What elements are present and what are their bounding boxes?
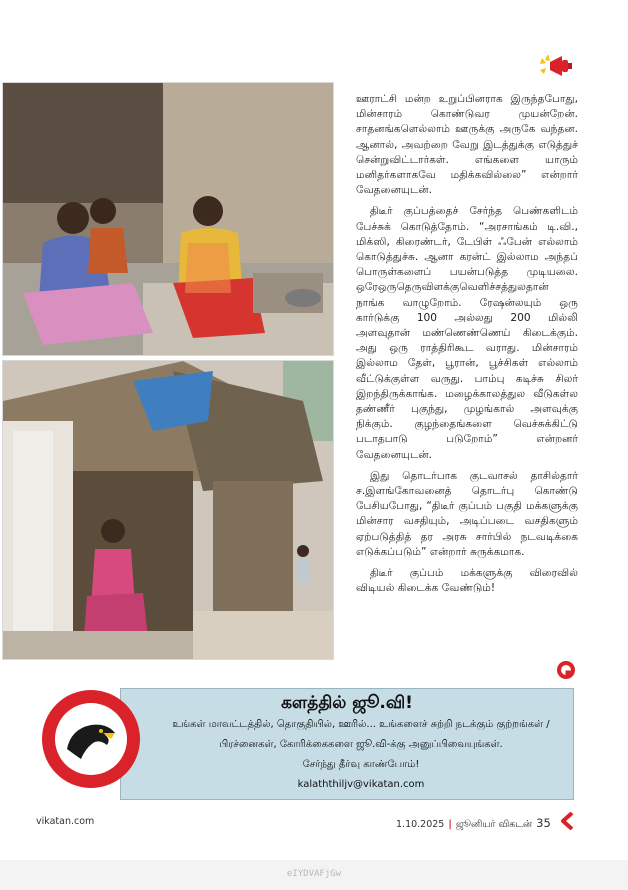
promo-line: பிரச்னைகள், கோரிக்கைகளை ஜூ.வி-க்கு அனுப்பிவையுங்கள். [219, 739, 503, 750]
scan-code: eIYDVAFjGw [286, 869, 342, 879]
promo-title: களத்தில் ஜூ.வி! [281, 693, 413, 713]
article-paragraph: இது தொடர்பாக குடவாசல் தாசில்தார் ச.இளங்கோவனைத் தொடர்பு கொண்டு பேசியபோது, “திடீர் குப்பம் பகுதி மக்களுக்கு மின்சார வசதியும், அடிப்படை வசதிகளும் ஏற்படுத்தித் தர அரசு சார்பில் நடவடிக்கை எடுக்கப்படும்” என்றார் சுருக்கமாக. [356, 469, 578, 558]
footer-info [396, 816, 551, 831]
page-number: 35 [536, 816, 551, 830]
footer-site: vikatan.com [36, 816, 95, 827]
promo-box [120, 688, 574, 800]
photo-women-seated [2, 82, 334, 356]
article-text [356, 92, 578, 603]
megaphone-icon [536, 52, 576, 80]
chevron-left-icon [560, 812, 574, 830]
end-of-article-icon [557, 661, 575, 679]
article-paragraph: திடீர் குப்பத்தைச் சேர்ந்த பெண்களிடம் பேச்சுக் கொடுத்தோம். “அரசாங்கம் டி.வி., மிக்ஸி, கிரைண்டர், டேபிள் ஃபேன் எல்லாம் கொடுத்துச்சு. ஆனா கரன்ட் இல்லாம அந்தப் பொருள்களைப் பயன்படுத்த முடியலை. ஒரேஒருதெருவிளக்குவெளிச்சத்துலதான் நாங்க வாழுறோம். ரேஷன்லயும் ஒரு கார்டுக்கு 100 அல்லது 200 மில்லி அளவுதான் மண்ணெண்ணெய் கிடைக்கும். அது ஒரு ராத்திரிகூட வராது. மின்சாரம் இல்லாம தேள், பூரான், பூச்சிகள் எல்லாம் வீட்டுக்குள்ள வருது. பாம்பு கடிச்சு சிலர் இறந்திருக்காங்க. மழைக்காலத்துல வீடுகள்ல தண்ணீர் புகுந்து, முழங்கால் அளவுக்கு நிக்கும். குழந்தைங்களை வெச்சுக்கிட்டு படாதபாடு படுறோம்” என்றனர் வேதனையுடன். [356, 205, 578, 461]
kalathil-jv-logo [41, 689, 141, 789]
article-paragraph: திடீர் குப்பம் மக்களுக்கு விரைவில் விடியல் கிடைக்க வேண்டும்! [356, 567, 578, 595]
footer-separator: | [448, 819, 452, 830]
promo-line: உங்கள் மாவட்டத்தில், தொகுதியில், ஊரில்... உங்களைச் சுற்றி நடக்கும் குற்றங்கள் / [172, 719, 550, 730]
footer-magazine: ஜூனியர் விகடன் [455, 819, 533, 830]
promo-email[interactable]: kalaththiljv@vikatan.com [297, 779, 425, 790]
promo-line: சேர்ந்து தீர்வு காண்போம்! [302, 759, 420, 770]
footer-date: 1.10.2025 [396, 819, 445, 830]
photo-woman-at-hut [2, 360, 334, 660]
article-paragraph: ஊராட்சி மன்ற உறுப்பினராக இருந்தபோது, மின்சாரம் கொண்டுவர முயன்றேன். சாதனங்களெல்லாம் ஊருக்கு அருகே வந்தன. ஆனால், அவற்றை வேறு இடத்துக்கு எடுத்துச் சென்றுவிட்டார்கள். எங்களை யாரும் மனிதர்களாகவே மதிக்கவில்லை” என்றார் வேதனையுடன். [356, 93, 578, 197]
